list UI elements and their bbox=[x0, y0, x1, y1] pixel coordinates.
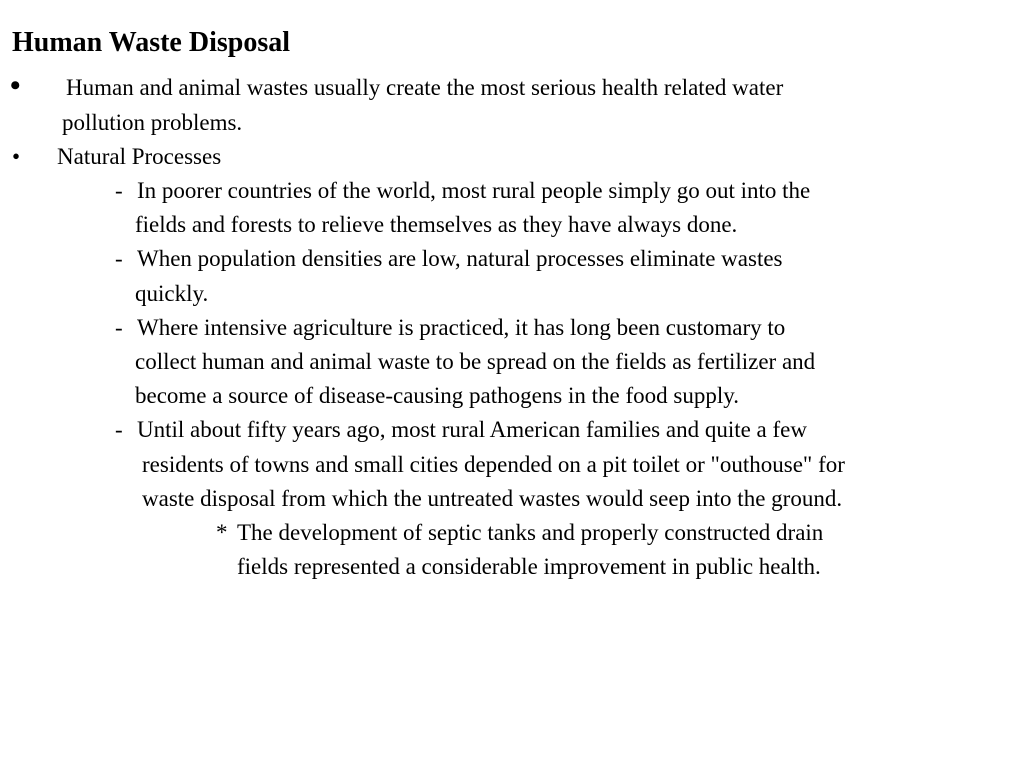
subitem-3-line-3: become a source of disease-causing pathogens in the food supply. bbox=[135, 383, 739, 408]
subitem-3-line-1: Where intensive agriculture is practiced, it has long been customary to bbox=[137, 315, 786, 340]
bullet-1-line-2: pollution problems. bbox=[62, 110, 243, 135]
subitem-marker: - bbox=[115, 178, 123, 203]
bullet-2-heading: Natural Processes bbox=[57, 144, 222, 169]
slide-title: Human Waste Disposal bbox=[12, 27, 290, 58]
subitem-4-line-2: residents of towns and small cities depended on a pit toilet or "outhouse" for bbox=[142, 452, 845, 477]
subitem-4-line-1: Until about fifty years ago, most rural American families and quite a few bbox=[137, 417, 807, 442]
subitem-marker: - bbox=[115, 417, 123, 442]
subitem-2-line-1: When population densities are low, natural processes eliminate wastes bbox=[137, 246, 783, 271]
subitem-4-line-3: waste disposal from which the untreated wastes would seep into the ground. bbox=[142, 486, 843, 511]
bullet-1-line-1: Human and animal wastes usually create the most serious health related water bbox=[66, 75, 784, 100]
subitem-3-line-2: collect human and animal waste to be spread on the fields as fertilizer and bbox=[135, 349, 816, 374]
subitem-marker: - bbox=[115, 315, 123, 340]
bullet-marker: • bbox=[12, 144, 21, 169]
bullet-marker: • bbox=[10, 69, 21, 102]
note-marker: * bbox=[216, 520, 228, 545]
subitem-1-line-2: fields and forests to relieve themselves as they have always done. bbox=[135, 212, 738, 237]
note-line-2: fields represented a considerable improvement in public health. bbox=[237, 554, 821, 579]
subitem-1-line-1: In poorer countries of the world, most rural people simply go out into the bbox=[137, 178, 811, 203]
subitem-marker: - bbox=[115, 246, 123, 271]
subitem-2-line-2: quickly. bbox=[135, 281, 209, 306]
note-line-1: The development of septic tanks and properly constructed drain bbox=[237, 520, 824, 545]
